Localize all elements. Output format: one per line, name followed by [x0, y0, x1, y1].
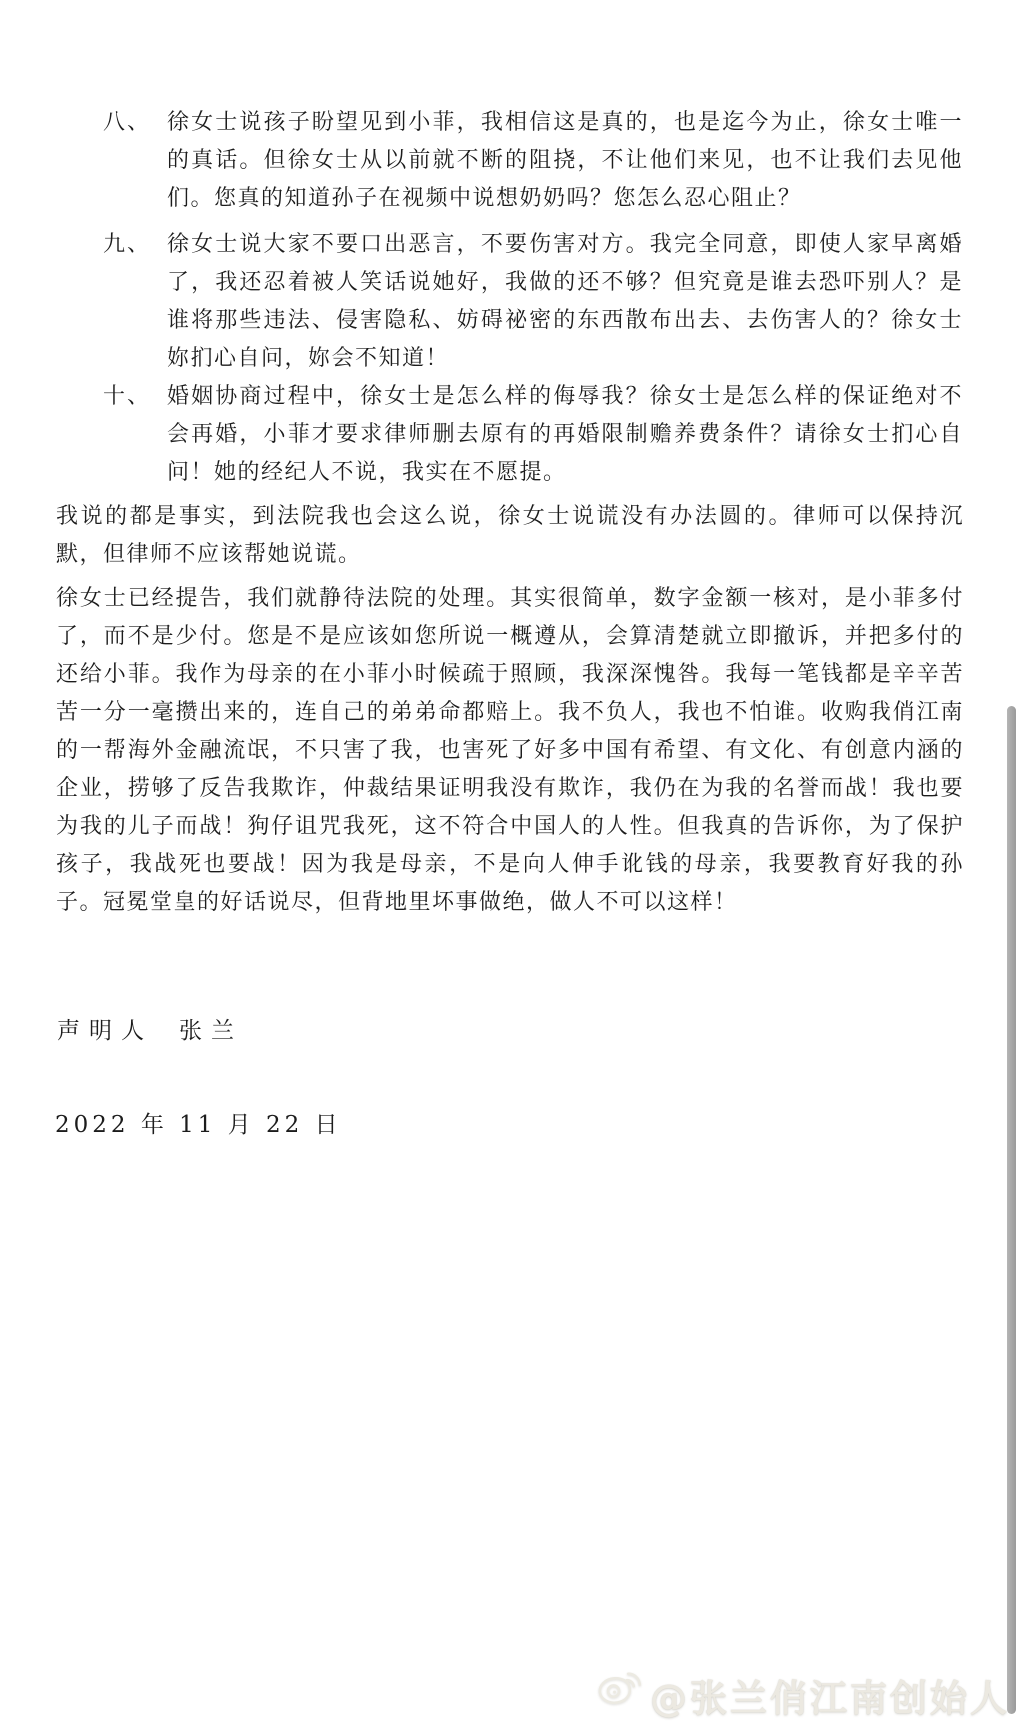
paragraph-facts-text: 我说的都是事实，到法院我也会这么说，徐女士说谎没有办法圆的。律师可以保持沉默，但律师不应该帮她说谎。: [56, 504, 964, 567]
paragraph-closing: [56, 580, 964, 922]
weibo-logo-icon: [596, 1668, 642, 1717]
paragraph-nine-marker: 九、: [103, 232, 152, 257]
paragraph-ten-text: 婚姻协商过程中，徐女士是怎么样的侮辱我？徐女士是怎么样的保证绝对不会再婚，小菲才要求律师删去原有的再婚限制赡养费条件？请徐女士扪心自问！她的经纪人不说，我实在不愿提。: [167, 384, 963, 485]
paragraph-closing-text: 徐女士已经提告，我们就静待法院的处理。其实很简单，数字金额一核对，是小菲多付了，而不是少付。您是不是应该如您所说一概遵从，会算清楚就立即撤诉，并把多付的还给小菲。我作为母亲的在小菲小时候疏于照顾，我深深愧咎。我每一笔钱都是辛辛苦苦一分一毫攒出来的，连自己的弟弟命都赔上。我不负人，我也不怕谁。收购我俏江南的一帮海外金融流氓，不只害了我，也害死了好多中国有希望、有文化、有创意内涵的企业，捞够了反告我欺诈，仲裁结果证明我没有欺诈，我仍在为我的名誉而战！我也要为我的儿子而战！狗仔诅咒我死，这不符合中国人的人性。但我真的告诉你，为了保护孩子，我战死也要战！因为我是母亲，不是向人伸手讹钱的母亲，我要教育好我的孙子。冠冕堂皇的好话说尽，但背地里坏事做绝，做人不可以这样！: [56, 586, 964, 915]
signature-line: [57, 1012, 243, 1045]
paragraph-ten-marker: 十、: [103, 384, 152, 409]
paragraph-eight: [103, 104, 963, 218]
paragraph-nine: [103, 226, 963, 378]
paragraph-eight-text: 徐女士说孩子盼望见到小菲，我相信这是真的，也是迄今为止，徐女士唯一的真话。但徐女士从以前就不断的阻挠，不让他们来见，也不让我们去见他们。您真的知道孙子在视频中说想奶奶吗？您怎么忍心阻止？: [167, 110, 963, 211]
paragraph-ten: [103, 378, 963, 492]
scrollbar-thumb[interactable]: [1007, 706, 1016, 1714]
document-date: 2022 年 11 月 22 日: [55, 1112, 342, 1138]
weibo-watermark: [596, 1668, 1010, 1722]
signature-label: 声明人: [57, 1018, 153, 1044]
paragraph-facts: [56, 498, 964, 574]
paragraph-eight-marker: 八、: [103, 110, 152, 135]
paragraph-nine-text: 徐女士说大家不要口出恶言，不要伤害对方。我完全同意，即使人家早离婚了，我还忍着被人笑话说她好，我做的还不够？但究竟是谁去恐吓别人？是谁将那些违法、侵害隐私、妨碍祕密的东西散布出去、去伤害人的？徐女士妳扪心自问，妳会不知道！: [167, 232, 963, 371]
signature-name: 张兰: [179, 1018, 243, 1044]
watermark-handle: @张兰俏江南创始人: [650, 1677, 1010, 1720]
